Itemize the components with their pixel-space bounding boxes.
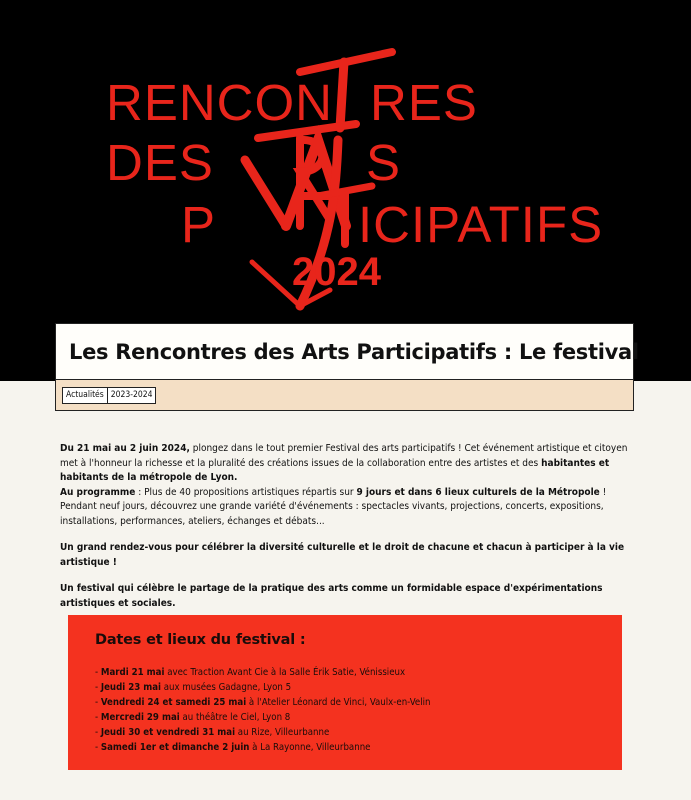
intro-bold-end: habitantes et habitants de la métropole de Lyon.	[60, 457, 610, 483]
intro-date: Du 21 mai au 2 juin 2024,	[60, 443, 190, 454]
date-when: Samedi 1er et dimanche 2 juin	[100, 742, 250, 753]
date-item: - Jeudi 23 mai aux musées Gadagne, Lyon 5	[95, 682, 292, 693]
logo-line3-left: P	[181, 196, 217, 253]
date-where: aux musées Gadagne, Lyon 5	[161, 682, 292, 693]
highlight-text-2: Un festival qui célèbre le partage de la pratique des arts comme un formidable espace d'expérimentations artistiques et sociales.	[60, 583, 603, 609]
program-text-a: : Plus de 40 propositions artistiques répartis sur	[135, 486, 357, 498]
intro-paragraph-1	[60, 442, 632, 486]
intro-paragraph-3	[60, 541, 632, 570]
article-body	[60, 442, 632, 611]
logo-line1-left: RENCON	[106, 74, 334, 131]
intro-text: plongez dans le tout premier Festival des arts participatifs ! Cet événement artistique et citoyen met à l'honneur la richesse et la pluralité des créations issues de la collaboration entre des artistes et des	[60, 443, 628, 469]
highlight-text-1: Un grand rendez-vous pour célébrer la diversité culturelle et le droit de chacune et chacun à participer à la vie artistique !	[60, 542, 625, 568]
logo-line2-left: DES	[106, 134, 214, 191]
date-where: au théâtre le Ciel, Lyon 8	[179, 712, 291, 723]
logo-year: 2024	[292, 250, 381, 294]
date-when: Jeudi 23 mai	[100, 682, 161, 693]
date-when: Vendredi 24 et samedi 25 mai	[100, 697, 247, 708]
logo-line1-right: RES	[370, 74, 478, 131]
date-when: Jeudi 30 et vendredi 31 mai	[100, 727, 236, 738]
date-item: - Samedi 1er et dimanche 2 juin à La Rayonne, Villeurbanne	[95, 742, 371, 753]
tag-actualites[interactable]: Actualités	[62, 387, 108, 404]
article-title: Les Rencontres des Arts Participatifs : Le festival	[69, 339, 639, 364]
intro-paragraph-2	[60, 486, 632, 530]
tag-2023-2024[interactable]: 2023-2024	[108, 387, 157, 404]
logo-line3-right: ICIPATIFS	[358, 196, 604, 253]
dates-panel	[68, 615, 622, 770]
date-item: - Vendredi 24 et samedi 25 mai à l'Atelier Léonard de Vinci, Vaulx-en-Velin	[95, 697, 431, 708]
date-where: avec Traction Avant Cie à la Salle Érik Satie, Vénissieux	[164, 667, 406, 678]
program-bold: 9 jours et dans 6 lieux culturels de la Métropole	[356, 486, 600, 498]
date-where: au Rize, Villeurbanne	[235, 727, 330, 738]
article-title-box	[55, 323, 639, 380]
dates-list	[95, 665, 595, 755]
program-text-b: ! Pendant neuf jours, découvrez une grande variété d'événements : spectacles vivants, projections, concerts, expositions, installations, performances, ateliers, échanges et débats...	[60, 486, 607, 527]
date-when: Mercredi 29 mai	[100, 712, 180, 723]
program-label: Au programme	[60, 486, 136, 498]
date-item: - Jeudi 30 et vendredi 31 mai au Rize, Villeurbanne	[95, 727, 330, 738]
date-item: - Mardi 21 mai avec Traction Avant Cie à la Salle Érik Satie, Vénissieux	[95, 667, 406, 678]
date-where: à l'Atelier Léonard de Vinci, Vaulx-en-Velin	[246, 697, 431, 708]
date-item: - Mercredi 29 mai au théâtre le Ciel, Lyon 8	[95, 712, 291, 723]
date-where: à La Rayonne, Villeurbanne	[249, 742, 371, 753]
intro-paragraph-4	[60, 582, 632, 611]
tags-bar	[55, 380, 634, 411]
dates-title: Dates et lieux du festival :	[95, 632, 306, 648]
logo-line2-right: S	[366, 134, 402, 191]
date-when: Mardi 21 mai	[100, 667, 165, 678]
